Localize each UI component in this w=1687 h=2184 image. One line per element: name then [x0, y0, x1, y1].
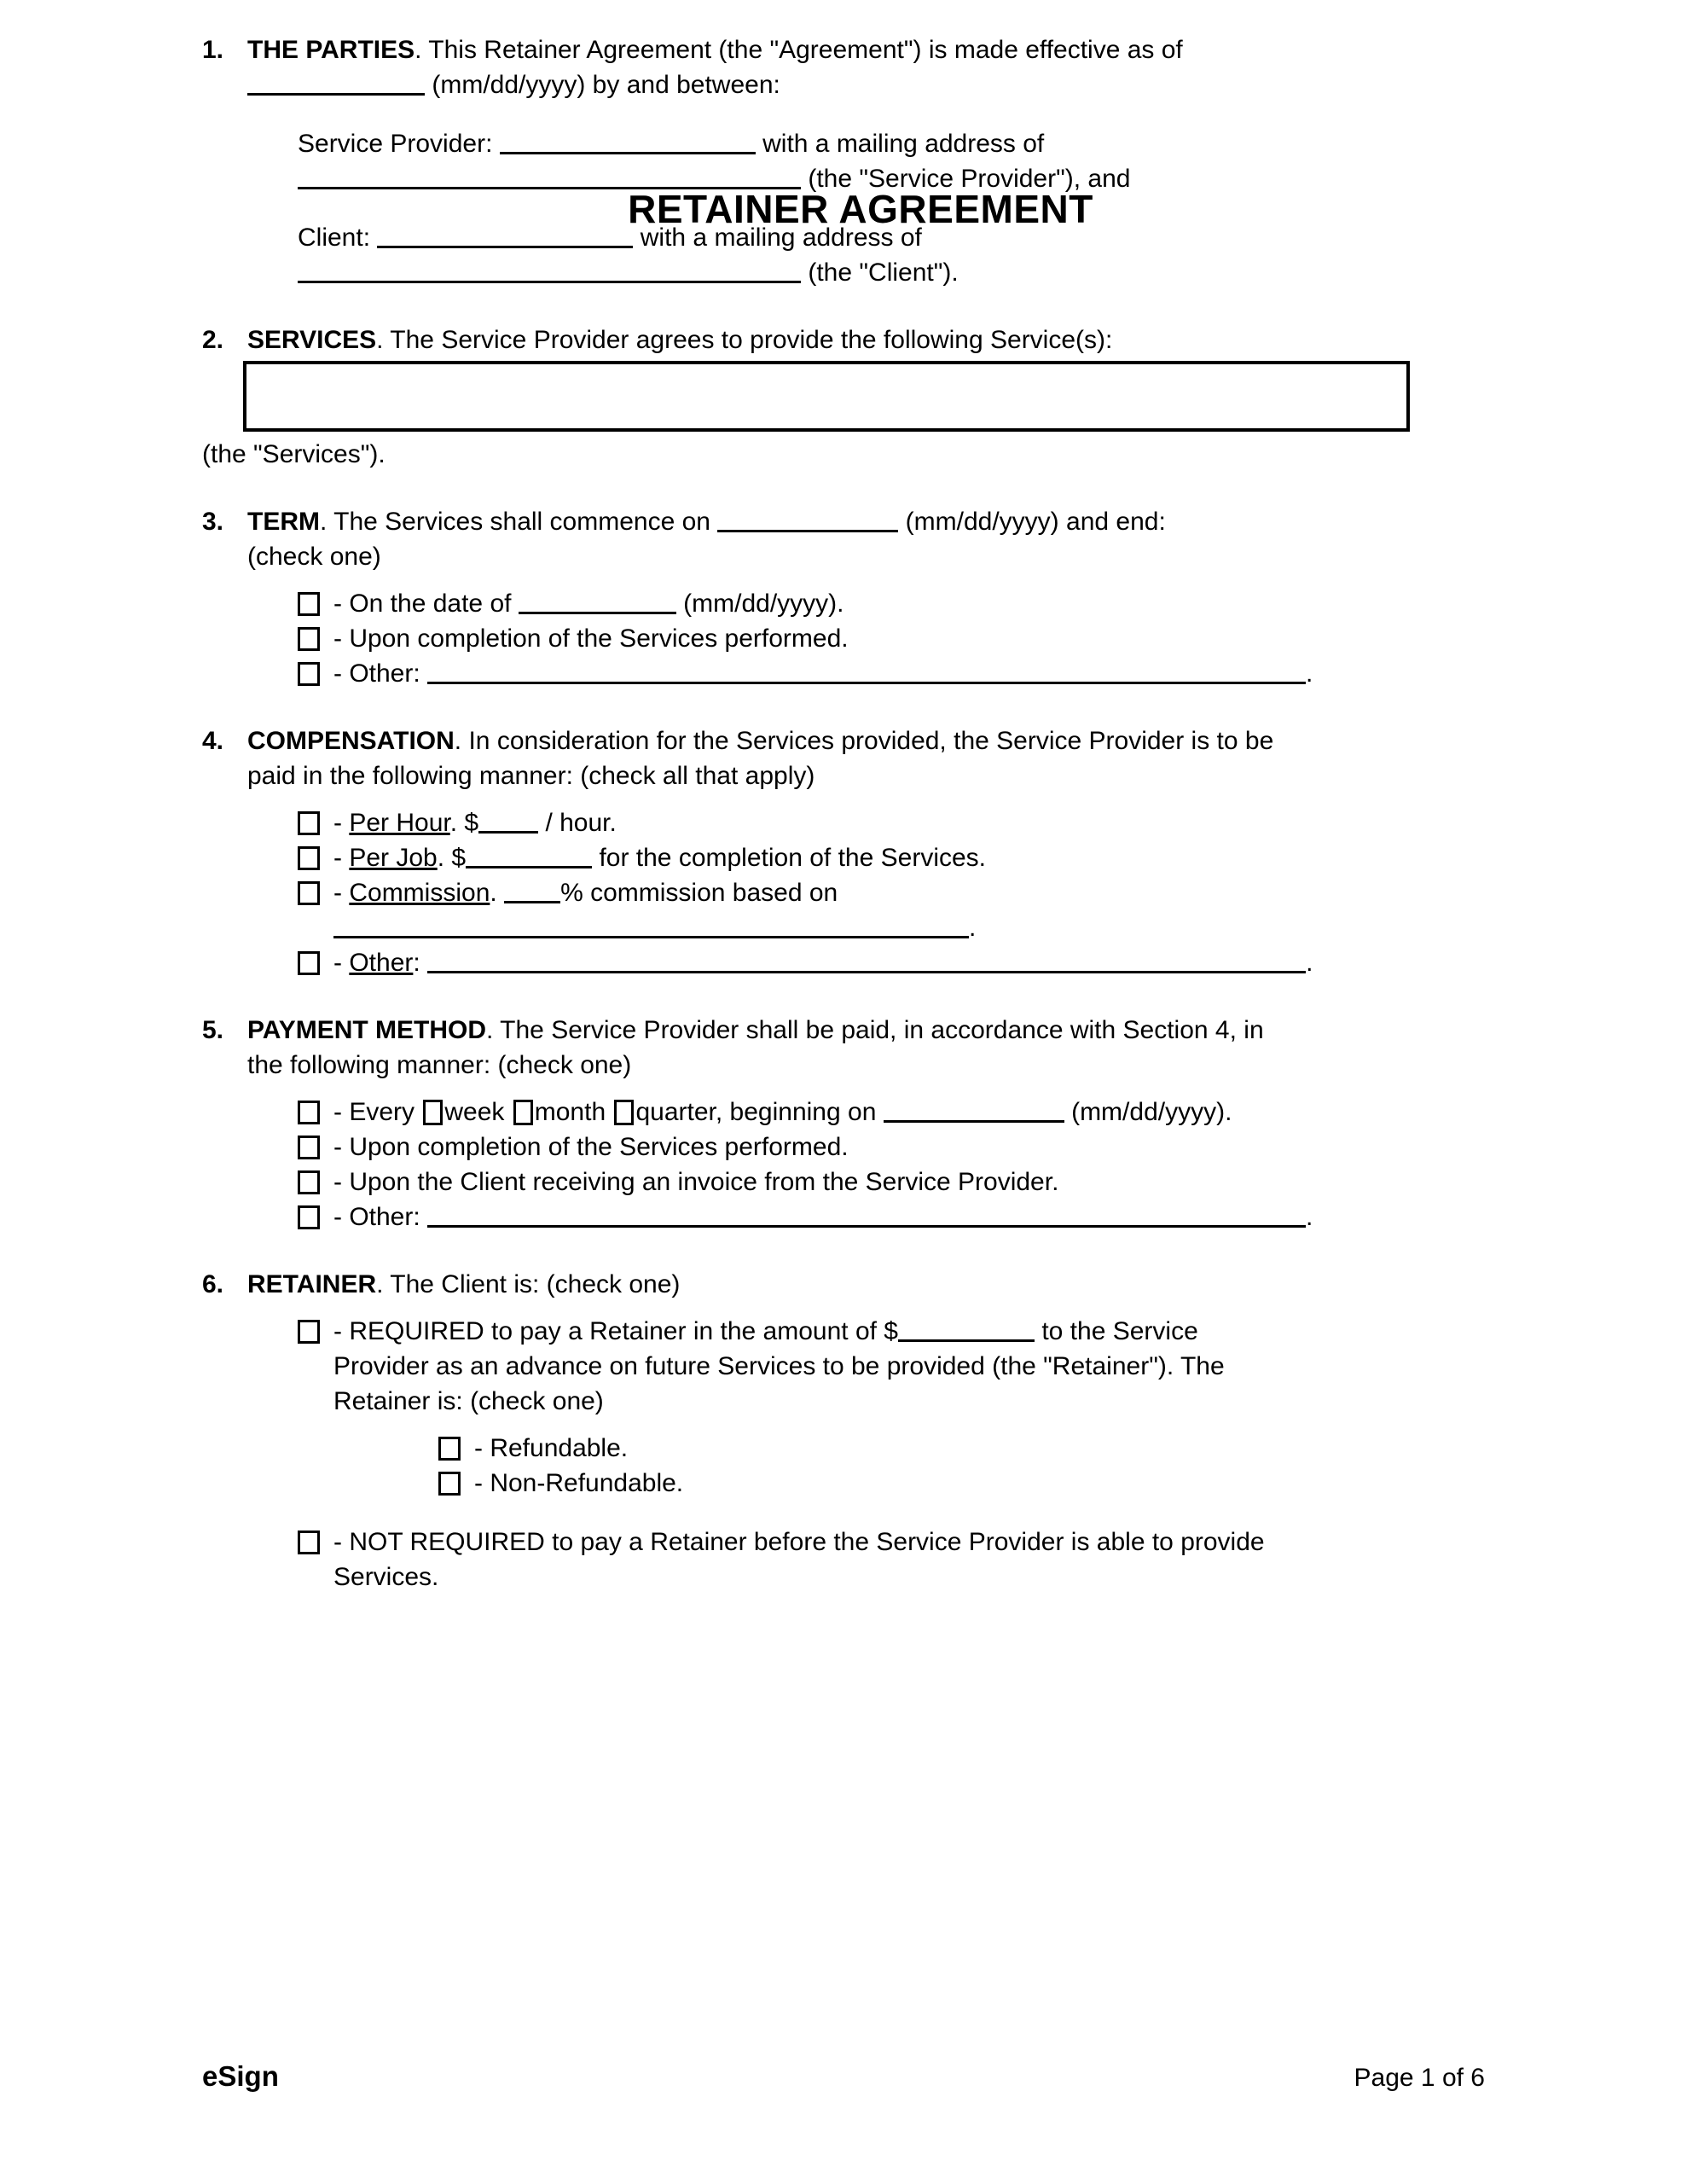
compensation-option-commission[interactable]	[298, 875, 1447, 945]
compensation-options	[202, 805, 1447, 980]
checkbox-icon[interactable]	[298, 627, 320, 651]
service-provider-defined-term: (the "Service Provider"), and	[808, 165, 1131, 193]
page-number: Page 1 of 6	[1354, 2064, 1485, 2092]
compensation-option-per-job[interactable]	[298, 840, 1447, 875]
retainer-option-required[interactable]	[298, 1314, 1447, 1419]
section-number: 2.	[202, 326, 224, 354]
compensation-option-end: .	[1306, 949, 1313, 977]
section-intro-text: . The Services shall commence on	[320, 508, 710, 536]
effective-date-format-note: (mm/dd/yyyy) by and between:	[432, 71, 780, 99]
section-number: 5.	[202, 1016, 224, 1044]
services-description-textbox[interactable]	[243, 361, 1410, 432]
compensation-option-mid: :	[413, 949, 420, 977]
compensation-option-end: .	[969, 914, 977, 942]
checkbox-icon[interactable]	[298, 1136, 320, 1159]
payment-option-every[interactable]	[298, 1095, 1447, 1130]
retainer-required-tail: to the Service	[1041, 1317, 1198, 1345]
checkbox-icon[interactable]	[438, 1437, 461, 1461]
checkbox-icon[interactable]	[298, 811, 320, 835]
compensation-option-post: for the completion of the Services.	[599, 844, 986, 872]
payment-method-options	[202, 1095, 1447, 1234]
section-intro-text: . This Retainer Agreement (the "Agreement") is made effective as of	[415, 36, 1183, 64]
retainer-required-line3: Retainer is: (check one)	[333, 1387, 604, 1415]
section-number: 1.	[202, 36, 224, 64]
compensation-option-mid: . $	[437, 844, 467, 872]
checkbox-icon[interactable]	[298, 1101, 320, 1124]
compensation-option-post: % commission based on	[560, 879, 838, 907]
option-dash: -	[333, 809, 342, 837]
term-options	[202, 586, 1447, 691]
client-block	[202, 220, 1447, 290]
section-heading: RETAINER	[247, 1270, 377, 1298]
effective-date-blank[interactable]	[247, 71, 425, 96]
compensation-option-label: Per Hour	[349, 809, 450, 837]
retainer-option-non-refundable[interactable]	[438, 1466, 1447, 1501]
per-hour-rate-blank[interactable]	[478, 809, 538, 834]
retainer-not-required-line1: - NOT REQUIRED to pay a Retainer before the Service Provider is able to provide	[333, 1528, 1265, 1556]
checkbox-icon[interactable]	[298, 1205, 320, 1229]
term-option-upon-completion[interactable]	[298, 621, 1447, 656]
page-footer	[202, 2060, 1485, 2093]
section-heading: PAYMENT METHOD	[247, 1016, 487, 1044]
per-job-amount-blank[interactable]	[466, 844, 592, 868]
section-the-parties	[202, 32, 1447, 102]
retainer-refund-label: - Refundable.	[474, 1434, 629, 1462]
service-provider-address-blank[interactable]	[298, 165, 801, 189]
service-provider-address-note: with a mailing address of	[762, 130, 1045, 158]
client-label: Client:	[298, 224, 371, 252]
client-name-blank[interactable]	[377, 224, 633, 248]
client-address-blank[interactable]	[298, 258, 801, 283]
service-provider-name-blank[interactable]	[500, 130, 756, 154]
payment-date-format-note: (mm/dd/yyyy).	[1071, 1098, 1232, 1126]
payment-option-upon-invoice[interactable]	[298, 1165, 1447, 1199]
section-retainer	[202, 1267, 1447, 1302]
term-end-date-blank[interactable]	[519, 590, 676, 614]
payment-other-period: .	[1306, 1203, 1313, 1231]
commission-basis-blank[interactable]	[333, 914, 969, 938]
document-body	[202, 0, 1447, 1594]
term-commence-date-blank[interactable]	[717, 508, 898, 532]
brand-logo: eSign	[202, 2060, 279, 2092]
term-option-on-date[interactable]	[298, 586, 1447, 621]
section-services	[202, 322, 1447, 357]
payment-option-upon-completion[interactable]	[298, 1130, 1447, 1165]
commission-percent-blank[interactable]	[504, 879, 560, 903]
service-provider-block	[202, 126, 1447, 196]
compensation-option-mid: .	[490, 879, 497, 907]
checkbox-icon[interactable]	[298, 1320, 320, 1344]
term-other-period: .	[1306, 659, 1313, 688]
section-number: 6.	[202, 1270, 224, 1298]
services-defined-term: (the "Services").	[202, 440, 386, 468]
retainer-amount-blank[interactable]	[898, 1317, 1035, 1342]
option-dash: -	[333, 879, 342, 907]
retainer-options	[202, 1314, 1447, 1594]
compensation-option-label: Other	[349, 949, 414, 977]
term-option-label: - On the date of	[333, 590, 512, 618]
retainer-refund-label: - Non-Refundable.	[474, 1469, 684, 1497]
payment-quarter-label: quarter, beginning on	[635, 1098, 877, 1126]
term-option-date-format: (mm/dd/yyyy).	[683, 590, 844, 618]
section-compensation	[202, 723, 1447, 793]
retainer-option-not-required[interactable]	[298, 1525, 1447, 1594]
payment-option-other[interactable]	[298, 1199, 1447, 1234]
checkbox-icon[interactable]	[298, 1531, 320, 1554]
payment-option-label: - Upon completion of the Services performed.	[333, 1133, 849, 1161]
compensation-option-other[interactable]	[298, 945, 1447, 980]
payment-other-blank[interactable]	[427, 1203, 1306, 1228]
checkbox-icon[interactable]	[298, 662, 320, 686]
payment-option-label: - Other:	[333, 1203, 420, 1231]
term-option-label: - Upon completion of the Services performed.	[333, 624, 849, 653]
term-check-note: (check one)	[247, 543, 381, 571]
term-option-other[interactable]	[298, 656, 1447, 691]
checkbox-quarter-icon[interactable]	[614, 1100, 634, 1125]
retainer-required-label: - REQUIRED to pay a Retainer in the amount of $	[333, 1317, 898, 1345]
section-intro-text: . The Service Provider shall be paid, in accordance with Section 4, in	[486, 1016, 1264, 1044]
retainer-refund-options	[298, 1431, 1447, 1501]
compensation-option-label: Commission	[349, 879, 490, 907]
payment-check-note: the following manner: (check one)	[247, 1051, 632, 1079]
compensation-option-mid: . $	[449, 809, 479, 837]
payment-option-label: - Upon the Client receiving an invoice from the Service Provider.	[333, 1168, 1059, 1196]
checkbox-month-icon[interactable]	[513, 1100, 533, 1125]
section-number: 4.	[202, 727, 224, 755]
compensation-option-post: / hour.	[545, 809, 617, 837]
payment-month-label: month	[534, 1098, 606, 1126]
client-defined-term: (the "Client").	[808, 258, 959, 287]
term-other-blank[interactable]	[427, 659, 1306, 684]
compensation-option-label: Per Job	[349, 844, 438, 872]
compensation-check-note: paid in the following manner: (check all that apply)	[247, 762, 815, 790]
retainer-option-refundable[interactable]	[438, 1431, 1447, 1466]
section-heading: TERM	[247, 508, 320, 536]
option-dash: -	[333, 844, 342, 872]
checkbox-icon[interactable]	[438, 1472, 461, 1496]
payment-every-label: - Every	[333, 1098, 415, 1126]
retainer-not-required-line2: Services.	[333, 1563, 439, 1591]
checkbox-icon[interactable]	[298, 881, 320, 905]
term-option-label: - Other:	[333, 659, 420, 688]
client-address-note: with a mailing address of	[640, 224, 922, 252]
section-intro-text: . The Service Provider agrees to provide the following Service(s):	[376, 326, 1113, 354]
service-provider-label: Service Provider:	[298, 130, 493, 158]
checkbox-week-icon[interactable]	[423, 1100, 443, 1125]
compensation-other-blank[interactable]	[427, 949, 1306, 973]
page-title: RETAINER AGREEMENT	[628, 187, 1093, 231]
section-intro-text: . The Client is: (check one)	[376, 1270, 681, 1298]
section-term	[202, 504, 1447, 574]
section-heading: THE PARTIES	[247, 36, 415, 64]
term-commence-note: (mm/dd/yyyy) and end:	[905, 508, 1166, 536]
section-intro-text: . In consideration for the Services provided, the Service Provider is to be	[454, 727, 1274, 755]
option-dash: -	[333, 949, 342, 977]
section-heading: COMPENSATION	[247, 727, 455, 755]
section-payment-method	[202, 1013, 1447, 1083]
checkbox-icon[interactable]	[298, 951, 320, 975]
checkbox-icon[interactable]	[298, 592, 320, 616]
checkbox-icon[interactable]	[298, 846, 320, 870]
section-heading: SERVICES	[247, 326, 377, 354]
retainer-required-line2: Provider as an advance on future Services to be provided (the "Retainer"). The	[333, 1352, 1225, 1380]
checkbox-icon[interactable]	[298, 1170, 320, 1194]
payment-week-label: week	[444, 1098, 505, 1126]
compensation-option-per-hour[interactable]	[298, 805, 1447, 840]
section-number: 3.	[202, 508, 224, 536]
payment-begin-date-blank[interactable]	[884, 1098, 1064, 1123]
